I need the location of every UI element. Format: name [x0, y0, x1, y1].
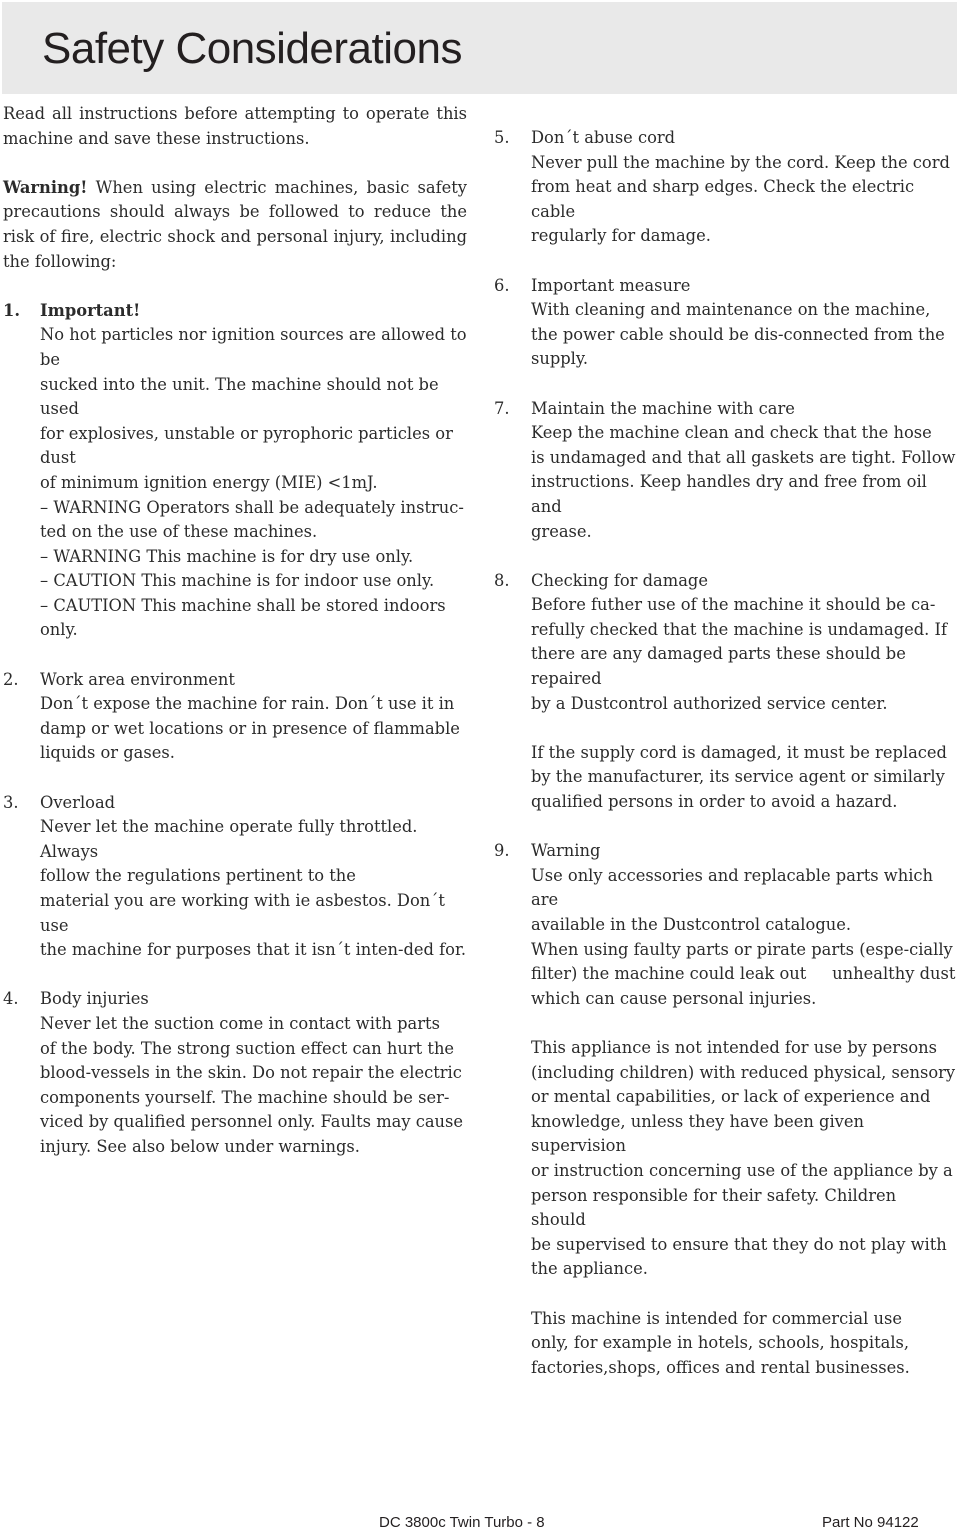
- left-column: [3, 102, 467, 1184]
- section-warning: [494, 839, 956, 1380]
- section-line: Never let the machine operate fully throttled. Always: [40, 817, 418, 861]
- section-line: there are any damaged parts these should be repaired: [531, 644, 906, 689]
- section-line: only, for example in hotels, schools, hospitals,: [531, 1333, 910, 1353]
- section-line: Don´t expose the machine for rain. Don´t use it in: [40, 694, 455, 714]
- section-line: liquids or gases.: [40, 743, 175, 763]
- section-number: 6.: [494, 275, 510, 295]
- section-checking-damage: [494, 569, 956, 815]
- section-line: This appliance is not intended for use by persons: [531, 1037, 937, 1057]
- section-line: blood-vessels in the skin. Do not repair the electric: [40, 1063, 462, 1083]
- warning-line: – CAUTION This machine is for indoor use only.: [40, 571, 435, 591]
- section-line: of the body. The strong suction effect can hurt the: [40, 1038, 455, 1058]
- section-heading: Important!: [40, 300, 141, 320]
- section-line: With cleaning and maintenance on the machine,: [531, 300, 931, 320]
- warning-label: Warning!: [3, 177, 88, 197]
- section-important: [3, 299, 467, 643]
- section-line: regularly for damage.: [531, 226, 711, 246]
- section-line: instructions. Keep handles dry and free from oil and: [531, 472, 927, 516]
- section-line: Never pull the machine by the cord. Keep the cord: [531, 152, 950, 172]
- section-line: knowledge, unless they have been given supervision: [531, 1111, 865, 1156]
- section-line: (including children) with reduced physical, sensory: [531, 1062, 956, 1082]
- section-heading: Warning: [531, 841, 601, 861]
- section-line: If the supply cord is damaged, it must be replaced: [531, 742, 947, 762]
- section-work-area: [3, 668, 467, 766]
- intro-paragraph: Read all instructions before attempting to operate this machine and save these instructions.: [3, 104, 467, 148]
- title-bar: [2, 2, 957, 94]
- section-number: 2.: [3, 669, 19, 689]
- section-line: follow the regulations pertinent to the: [40, 866, 356, 886]
- warning-line: – WARNING This machine is for dry use only.: [40, 546, 414, 566]
- section-number: 5.: [494, 128, 510, 147]
- section-line: from heat and sharp edges. Check the electric cable: [531, 177, 915, 221]
- section-line: of minimum ignition energy (MIE) <1mJ.: [40, 472, 378, 492]
- section-line: available in the Dustcontrol catalogue.: [531, 915, 852, 934]
- section-line: grease.: [531, 521, 592, 541]
- warning-line: only.: [40, 620, 78, 640]
- section-heading: Maintain the machine with care: [531, 398, 795, 418]
- section-line: is undamaged and that all gaskets are tight. Follow: [531, 447, 956, 467]
- section-line: Before futher use of the machine it should be ca-: [531, 595, 936, 615]
- section-heading: Don´t abuse cord: [531, 128, 676, 147]
- section-line: which can cause personal injuries.: [531, 988, 817, 1008]
- section-line: components yourself. The machine should be ser-: [40, 1087, 450, 1107]
- section-heading: Work area environment: [40, 669, 235, 689]
- right-column: [494, 126, 956, 1405]
- section-heading: Body injuries: [40, 989, 149, 1009]
- section-line: When using faulty parts or pirate parts (espe-cially: [531, 939, 953, 959]
- section-line: material you are working with ie asbestos. Don´t use: [40, 891, 445, 935]
- section-line: supply.: [531, 349, 589, 369]
- section-line: for explosives, unstable or pyrophoric particles or dust: [40, 423, 453, 468]
- footer-part-number: Part No 94122: [822, 1514, 919, 1531]
- section-line: be supervised to ensure that they do not play with: [531, 1234, 947, 1254]
- page-title: Safety Considerations: [42, 24, 462, 73]
- section-heading: Important measure: [531, 275, 691, 295]
- section-line: This machine is intended for commercial use: [531, 1308, 902, 1328]
- section-heading: Checking for damage: [531, 570, 708, 590]
- section-overload: [3, 791, 467, 963]
- section-line: or instruction concerning use of the appliance by a: [531, 1160, 953, 1180]
- section-line: the appliance.: [531, 1259, 648, 1279]
- footer-document-page: DC 3800c Twin Turbo - 8: [379, 1514, 545, 1531]
- section-number: 1.: [3, 300, 20, 320]
- section-line: injury. See also below under warnings.: [40, 1136, 360, 1156]
- section-line: person responsible for their safety. Children should: [531, 1185, 897, 1230]
- section-line: the power cable should be dis-connected from the: [531, 324, 945, 344]
- section-line: factories,shops, offices and rental businesses.: [531, 1357, 910, 1377]
- section-line: by a Dustcontrol authorized service center.: [531, 693, 888, 713]
- section-important-measure: [494, 274, 956, 372]
- warning-line: ted on the use of these machines.: [40, 522, 318, 542]
- section-line: the machine for purposes that it isn´t inten-ded for.: [40, 940, 467, 960]
- warning-line: – CAUTION This machine shall be stored indoors: [40, 595, 446, 615]
- warning-paragraph: [3, 176, 467, 274]
- section-line: filter) the machine could leak out unhealthy dust: [531, 964, 956, 984]
- section-line: Use only accessories and replacable parts which are: [531, 865, 934, 910]
- section-body-injuries: [3, 987, 467, 1159]
- section-line: sucked into the unit. The machine should not be used: [40, 374, 439, 419]
- section-line: by the manufacturer, its service agent or similarly: [531, 767, 945, 787]
- section-number: 3.: [3, 792, 19, 812]
- section-cord: [494, 126, 956, 249]
- section-number: 4.: [3, 989, 19, 1009]
- section-line: No hot particles nor ignition sources are allowed to be: [40, 325, 467, 369]
- section-line: damp or wet locations or in presence of flammable: [40, 718, 460, 738]
- section-line: viced by qualified personnel only. Faults may cause: [40, 1112, 464, 1132]
- section-heading: Overload: [40, 792, 116, 812]
- section-number: 8.: [494, 570, 510, 590]
- section-line: refully checked that the machine is undamaged. If: [531, 619, 947, 639]
- warning-line: – WARNING Operators shall be adequately instruc-: [40, 497, 464, 517]
- section-line: Never let the suction come in contact with parts: [40, 1013, 440, 1033]
- section-number: 7.: [494, 398, 510, 418]
- section-line: or mental capabilities, or lack of experience and: [531, 1087, 931, 1107]
- section-line: qualified persons in order to avoid a hazard.: [531, 792, 898, 812]
- section-number: 9.: [494, 841, 510, 861]
- section-maintain: [494, 397, 956, 545]
- section-line: Keep the machine clean and check that the hose: [531, 423, 932, 443]
- warning-text: When using electric machines, basic safety precautions should always be followed to reduce the risk of fire, electric shock and personal injury, including the following:: [3, 177, 467, 271]
